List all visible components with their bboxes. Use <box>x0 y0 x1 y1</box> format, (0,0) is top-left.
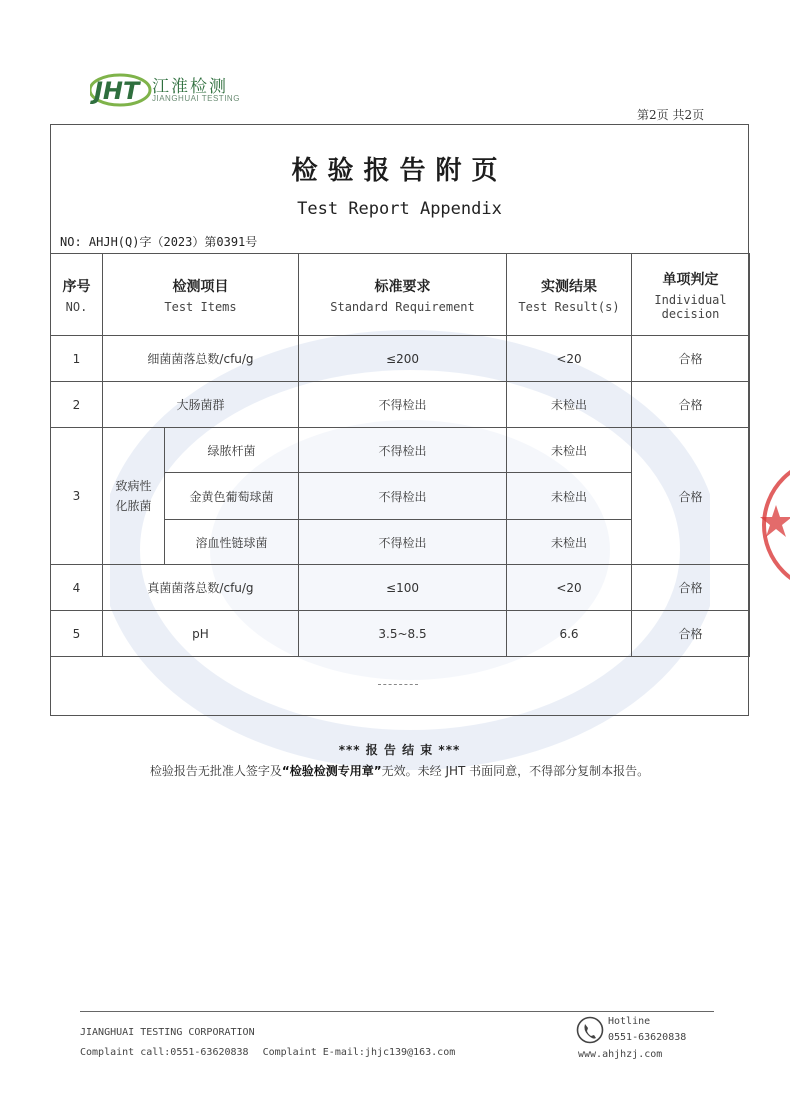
table-header-row <box>51 254 750 336</box>
row-result: <20 <box>507 565 632 611</box>
row-no: 5 <box>51 611 103 657</box>
hotline-label: Hotline <box>608 1016 651 1027</box>
group-label: 致病性化脓菌 <box>115 479 152 513</box>
blank-area-dash <box>378 684 418 685</box>
results-table <box>50 253 750 657</box>
disclaimer: 检验报告无批准人签字及“检验检测专用章”无效。未经 JHT 书面同意，不得部分复制本报告。 <box>149 764 650 778</box>
subrow-result: 未检出 <box>507 520 632 565</box>
report-end-mark: *** 报 告 结 束 *** <box>338 743 461 757</box>
header-result: 实测结果 Test Result(s) <box>507 254 632 336</box>
footer-corporation: JIANGHUAI TESTING CORPORATION <box>80 1027 255 1038</box>
subrow-standard: 不得检出 <box>299 473 507 520</box>
subrow-item: 绿脓杆菌 <box>165 428 299 473</box>
subrow-standard: 不得检出 <box>299 520 507 565</box>
report-number: NO: AHJH(Q)字（2023）第0391号 <box>60 235 258 249</box>
logo-name-en: JIANGHUAI TESTING <box>152 94 240 103</box>
header-standard: 标准要求 Standard Requirement <box>299 254 507 336</box>
row-result: 未检出 <box>507 382 632 428</box>
logo-mark: JHT <box>94 77 140 105</box>
table-row <box>51 565 750 611</box>
row-item: 真菌菌落总数/cfu/g <box>103 565 299 611</box>
row-decision: 合格 <box>632 336 750 382</box>
row-item: 细菌菌落总数/cfu/g <box>103 336 299 382</box>
row-result: <20 <box>507 336 632 382</box>
row-standard: 不得检出 <box>299 382 507 428</box>
footer-complaint <box>80 1047 455 1058</box>
hotline-number: 0551-63620838 <box>608 1032 687 1043</box>
row-standard: ≤100 <box>299 565 507 611</box>
table-row <box>51 611 750 657</box>
complaint-call: Complaint call:0551-63620838 <box>80 1047 249 1058</box>
row-result: 6.6 <box>507 611 632 657</box>
header-no: 序号 NO. <box>51 254 103 336</box>
row-decision: 合格 <box>632 611 750 657</box>
row-group <box>103 428 165 565</box>
header-decision: 单项判定 Individual decision <box>632 254 750 336</box>
row-standard: 3.5~8.5 <box>299 611 507 657</box>
report-title-en: Test Report Appendix <box>297 199 502 219</box>
subrow-item: 溶血性链球菌 <box>165 520 299 565</box>
subrow-result: 未检出 <box>507 473 632 520</box>
subrow-item: 金黄色葡萄球菌 <box>165 473 299 520</box>
row-no: 2 <box>51 382 103 428</box>
report-title-cn: 检验报告附页 <box>291 156 508 186</box>
table-row <box>51 382 750 428</box>
subrow-result: 未检出 <box>507 428 632 473</box>
subrow-standard: 不得检出 <box>299 428 507 473</box>
row-no: 3 <box>51 428 103 565</box>
header-test-items: 检测项目 Test Items <box>103 254 299 336</box>
official-seal-fragment <box>760 445 790 605</box>
row-item: 大肠菌群 <box>103 382 299 428</box>
complaint-email: Complaint E-mail:jhjc139@163.com <box>262 1047 456 1058</box>
row-decision: 合格 <box>632 382 750 428</box>
logo-name-cn: 江淮检测 <box>152 77 228 97</box>
table-row <box>51 428 750 473</box>
row-item: pH <box>103 611 299 657</box>
row-no: 4 <box>51 565 103 611</box>
row-standard: ≤200 <box>299 336 507 382</box>
row-decision: 合格 <box>632 428 750 565</box>
footer-divider <box>80 1011 714 1012</box>
phone-icon <box>576 1016 604 1044</box>
seal-name: “检验检测专用章” <box>281 764 382 778</box>
page-indicator: 第2页 共2页 <box>637 108 705 122</box>
table-row <box>51 336 750 382</box>
row-no: 1 <box>51 336 103 382</box>
website: www.ahjhzj.com <box>578 1049 663 1060</box>
row-decision: 合格 <box>632 565 750 611</box>
